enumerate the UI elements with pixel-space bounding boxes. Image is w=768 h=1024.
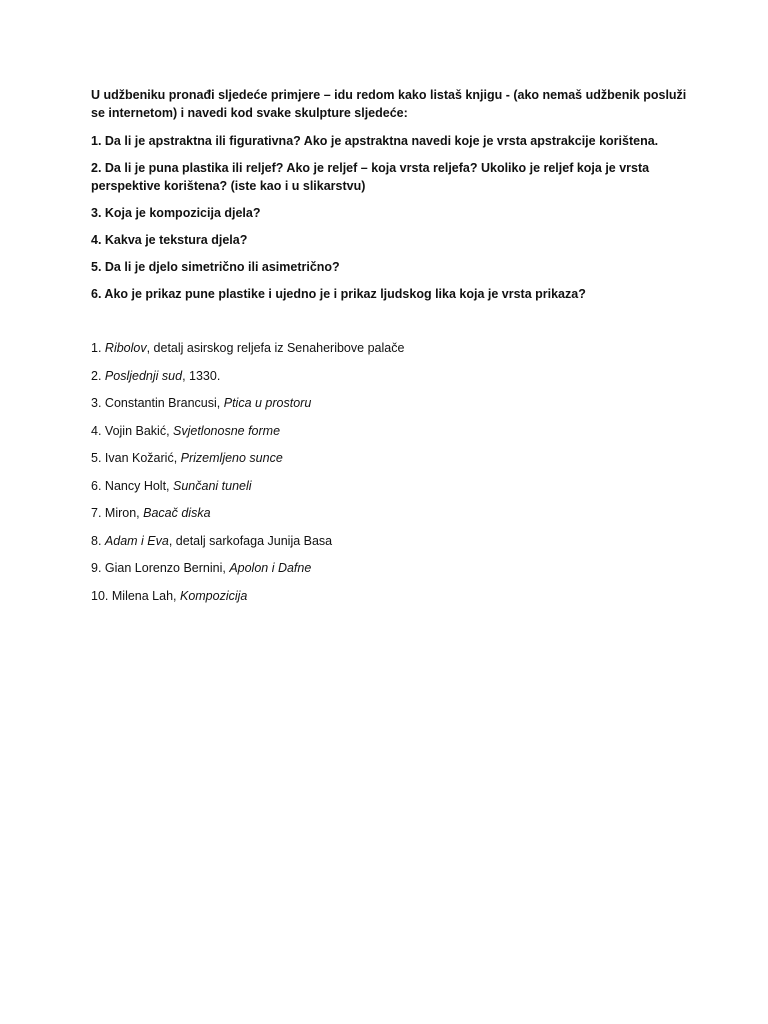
item-number: 3. — [91, 396, 102, 410]
item-title: Prizemljeno sunce — [180, 451, 283, 465]
list-item — [91, 367, 691, 385]
item-author: Miron, — [104, 506, 144, 520]
list-item — [91, 587, 691, 605]
item-title: Ptica u prostoru — [223, 396, 312, 410]
question-6: 6. Ako je prikaz pune plastike i ujedno je i prikaz ljudskog lika koja je vrsta prikaza? — [91, 287, 586, 301]
item-number: 9. — [91, 561, 102, 575]
section-gap — [91, 312, 691, 339]
list-item — [91, 559, 691, 577]
list-item — [91, 532, 691, 550]
list-item — [91, 422, 691, 440]
question-3: 3. Koja je kompozicija djela? — [91, 206, 261, 220]
item-author: Vojin Bakić, — [104, 423, 174, 438]
item-title: Svjetlonosne forme — [173, 423, 281, 438]
item-title: Apolon i Dafne — [229, 561, 312, 575]
item-detail: , 1330. — [182, 368, 221, 383]
item-number: 7. — [91, 506, 102, 520]
question-2: 2. Da li je puna plastika ili reljef? Ako je reljef – koja vrsta reljefa? Ukoliko je reljef koja je vrsta perspektive korištena? (iste kao i u slikarstvu) — [91, 161, 650, 193]
item-title: Sunčani tuneli — [173, 478, 252, 493]
item-detail: , detalj asirskog reljefa iz Senaheribove palače — [146, 341, 405, 355]
intro-paragraph: U udžbeniku pronađi sljedeće primjere – idu redom kako listaš knjigu - (ako nemaš udžbenik posluži se internetom) i navedi kod svake skulpture sljedeće: — [91, 88, 687, 120]
list-item — [91, 504, 691, 522]
item-author: Gian Lorenzo Bernini, — [104, 561, 230, 575]
item-author: Constantin Brancusi, — [104, 396, 224, 410]
item-title: Kompozicija — [179, 588, 248, 603]
list-item — [91, 394, 691, 412]
list-item — [91, 339, 691, 357]
item-number: 8. — [91, 533, 102, 548]
item-author: Nancy Holt, — [104, 478, 174, 493]
item-number: 4. — [91, 423, 102, 438]
item-number: 2. — [91, 368, 102, 383]
item-title: Adam i Eva — [104, 533, 169, 548]
item-detail: , detalj sarkofaga Junija Basa — [168, 533, 333, 548]
item-title: Bacač diska — [143, 506, 211, 520]
list-item — [91, 449, 691, 467]
item-number: 5. — [91, 451, 102, 465]
document-content — [91, 86, 691, 614]
item-title: Posljednji sud — [104, 368, 183, 383]
question-5: 5. Da li je djelo simetrično ili asimetrično? — [91, 260, 340, 274]
item-number: 6. — [91, 478, 102, 493]
item-author: Milena Lah, — [111, 588, 180, 603]
item-number: 1. — [91, 341, 102, 355]
question-4: 4. Kakva je tekstura djela? — [91, 233, 248, 247]
item-title: Ribolov — [104, 341, 147, 355]
item-number: 10. — [91, 588, 109, 603]
item-author: Ivan Kožarić, — [104, 451, 181, 465]
list-item — [91, 477, 691, 495]
question-1: 1. Da li je apstraktna ili figurativna? Ako je apstraktna navedi koje je vrsta apstrakcije korištena. — [91, 134, 659, 148]
sculpture-list — [91, 339, 691, 605]
